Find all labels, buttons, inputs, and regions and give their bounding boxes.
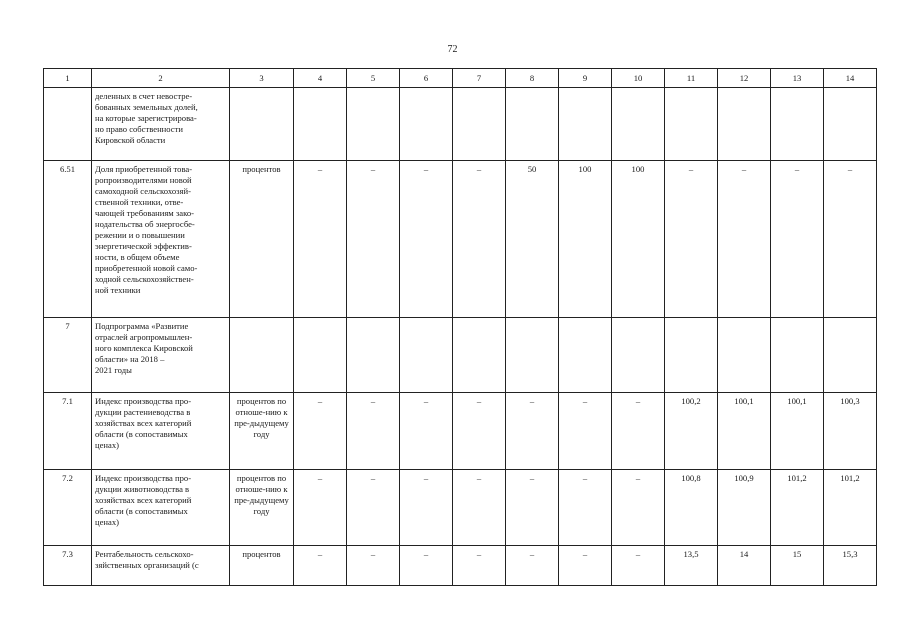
column-header-3: 3 [230, 69, 294, 88]
table-row [44, 393, 877, 470]
value-cell-col-14: 15,3 [824, 546, 877, 586]
column-header-13: 13 [771, 69, 824, 88]
indicator-name-line: на которые зарегистрирова- [95, 113, 197, 123]
indicator-name-line: ценах) [95, 440, 119, 450]
row-number: 7.3 [44, 546, 92, 586]
indicator-name-line: дукции растениеводства в [95, 407, 191, 417]
unit-of-measure: процентов по отноше-нию к пре-дыдущему году [230, 470, 294, 546]
value-cell-col-7 [453, 318, 506, 393]
value-cell-col-7: – [453, 393, 506, 470]
indicator-name-line: приобретенной новой само- [95, 263, 198, 273]
value-cell-col-8: – [506, 393, 559, 470]
page-number: 72 [447, 44, 458, 55]
value-cell-col-13: 15 [771, 546, 824, 586]
value-cell-col-6: – [400, 161, 453, 318]
column-header-6: 6 [400, 69, 453, 88]
value-cell-col-12: 14 [718, 546, 771, 586]
value-cell-col-10: – [612, 470, 665, 546]
value-cell-col-9: 100 [559, 161, 612, 318]
value-cell-col-8: 50 [506, 161, 559, 318]
indicator-name-line: зяйственных организаций (с [95, 560, 199, 570]
value-cell-col-13: – [771, 161, 824, 318]
value-cell-col-4: – [294, 393, 347, 470]
value-cell-col-14 [824, 88, 877, 161]
value-cell-col-4 [294, 88, 347, 161]
indicator-name-line: области» на 2018 – [95, 354, 165, 364]
indicator-name [92, 470, 230, 546]
value-cell-col-4: – [294, 546, 347, 586]
table-body [44, 69, 877, 586]
value-cell-col-13 [771, 88, 824, 161]
unit-of-measure [230, 88, 294, 161]
value-cell-col-8 [506, 318, 559, 393]
row-number: 7 [44, 318, 92, 393]
value-cell-col-11 [665, 318, 718, 393]
value-cell-col-14: 100,3 [824, 393, 877, 470]
value-cell-col-11 [665, 88, 718, 161]
value-cell-col-10: – [612, 393, 665, 470]
value-cell-col-11: 13,5 [665, 546, 718, 586]
value-cell-col-4: – [294, 161, 347, 318]
indicator-name-line: Индекс производства про- [95, 396, 192, 406]
indicator-name-line: хозяйствах всех категорий [95, 418, 192, 428]
indicator-name-line: режении и о повышении [95, 230, 185, 240]
unit-of-measure [230, 318, 294, 393]
table-row [44, 546, 877, 586]
indicator-name-line: но право собственности [95, 124, 183, 134]
indicator-name-line: ропроизводителями новой [95, 175, 192, 185]
unit-of-measure: процентов [230, 161, 294, 318]
column-header-14: 14 [824, 69, 877, 88]
unit-of-measure: процентов по отноше-нию к пре-дыдущему году [230, 393, 294, 470]
column-header-4: 4 [294, 69, 347, 88]
indicator-name-line: дукции животноводства в [95, 484, 190, 494]
indicator-name-line: ности, в общем объеме [95, 252, 180, 262]
indicator-name-line: Доля приобретенной това- [95, 164, 193, 174]
column-header-7: 7 [453, 69, 506, 88]
value-cell-col-11: – [665, 161, 718, 318]
indicator-name-line: чающей требованиям зако- [95, 208, 194, 218]
value-cell-col-8: – [506, 470, 559, 546]
value-cell-col-12 [718, 318, 771, 393]
value-cell-col-7 [453, 88, 506, 161]
indicator-name-line: ценах) [95, 517, 119, 527]
value-cell-col-9: – [559, 393, 612, 470]
value-cell-col-6: – [400, 393, 453, 470]
table-row [44, 318, 877, 393]
value-cell-col-6: – [400, 470, 453, 546]
indicator-name [92, 546, 230, 586]
value-cell-col-9: – [559, 546, 612, 586]
value-cell-col-5: – [347, 546, 400, 586]
value-cell-col-11: 100,2 [665, 393, 718, 470]
indicator-name-line: ходной сельскохозяйствен- [95, 274, 194, 284]
indicator-name-line: области (в сопоставимых [95, 429, 188, 439]
value-cell-col-8 [506, 88, 559, 161]
value-cell-col-7: – [453, 161, 506, 318]
row-number: 7.2 [44, 470, 92, 546]
value-cell-col-13: 100,1 [771, 393, 824, 470]
value-cell-col-10: – [612, 546, 665, 586]
value-cell-col-7: – [453, 470, 506, 546]
value-cell-col-5 [347, 318, 400, 393]
value-cell-col-12: 100,1 [718, 393, 771, 470]
indicator-name-line: ной техники [95, 285, 141, 295]
row-number [44, 88, 92, 161]
value-cell-col-11: 100,8 [665, 470, 718, 546]
indicator-name-line: нодательства об энергосбе- [95, 219, 195, 229]
value-cell-col-10: 100 [612, 161, 665, 318]
column-header-9: 9 [559, 69, 612, 88]
indicator-name-line: Рентабельность сельскохо- [95, 549, 194, 559]
indicator-name-line: хозяйствах всех категорий [95, 495, 192, 505]
value-cell-col-4: – [294, 470, 347, 546]
indicator-name [92, 393, 230, 470]
value-cell-col-6 [400, 88, 453, 161]
header-row [44, 69, 877, 88]
indicator-name-line: энергетической эффектив- [95, 241, 192, 251]
value-cell-col-12: 100,9 [718, 470, 771, 546]
column-header-8: 8 [506, 69, 559, 88]
value-cell-col-14 [824, 318, 877, 393]
indicator-name-line: области (в сопоставимых [95, 506, 188, 516]
value-cell-col-5: – [347, 470, 400, 546]
column-header-2: 2 [92, 69, 230, 88]
row-number: 7.1 [44, 393, 92, 470]
value-cell-col-5: – [347, 161, 400, 318]
value-cell-col-5 [347, 88, 400, 161]
table-row [44, 470, 877, 546]
unit-of-measure: процентов [230, 546, 294, 586]
column-header-11: 11 [665, 69, 718, 88]
indicator-name-line: бованных земельных долей, [95, 102, 198, 112]
value-cell-col-4 [294, 318, 347, 393]
row-number: 6.51 [44, 161, 92, 318]
value-cell-col-5: – [347, 393, 400, 470]
indicator-name-line: Индекс производства про- [95, 473, 192, 483]
value-cell-col-10 [612, 318, 665, 393]
value-cell-col-9 [559, 88, 612, 161]
value-cell-col-12: – [718, 161, 771, 318]
indicator-name-line: деленных в счет невостре- [95, 91, 193, 101]
value-cell-col-9: – [559, 470, 612, 546]
column-header-5: 5 [347, 69, 400, 88]
indicator-name-line: Подпрограмма «Развитие [95, 321, 189, 331]
column-header-1: 1 [44, 69, 92, 88]
indicator-name-line: ственной техники, отве- [95, 197, 184, 207]
value-cell-col-7: – [453, 546, 506, 586]
value-cell-col-6 [400, 318, 453, 393]
value-cell-col-13: 101,2 [771, 470, 824, 546]
value-cell-col-14: – [824, 161, 877, 318]
value-cell-col-13 [771, 318, 824, 393]
indicator-name [92, 161, 230, 318]
value-cell-col-10 [612, 88, 665, 161]
indicator-name-line: самоходной сельскохозяй- [95, 186, 191, 196]
column-header-10: 10 [612, 69, 665, 88]
data-table [43, 68, 877, 586]
value-cell-col-9 [559, 318, 612, 393]
indicator-name-line: Кировской области [95, 135, 166, 145]
value-cell-col-14: 101,2 [824, 470, 877, 546]
value-cell-col-8: – [506, 546, 559, 586]
indicator-name [92, 88, 230, 161]
indicator-name-line: отраслей агропромышлен- [95, 332, 193, 342]
column-header-12: 12 [718, 69, 771, 88]
indicator-name-line: 2021 годы [95, 365, 132, 375]
value-cell-col-12 [718, 88, 771, 161]
value-cell-col-6: – [400, 546, 453, 586]
indicator-name [92, 318, 230, 393]
table-row [44, 88, 877, 161]
table-row [44, 161, 877, 318]
indicator-name-line: ного комплекса Кировской [95, 343, 193, 353]
